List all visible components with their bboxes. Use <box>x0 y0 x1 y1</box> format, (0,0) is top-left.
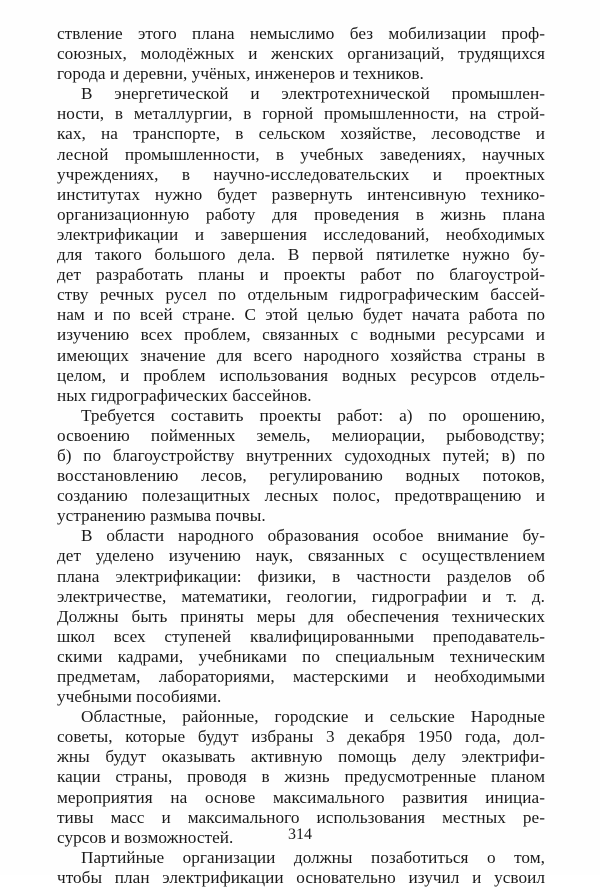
text-line: устранению размыва почвы. <box>57 506 266 526</box>
text-line: чтобы план электрификации основательно изучил и усвоил <box>57 867 545 887</box>
text-line: советы, которые будут избраны 3 декабря 1950 года, дол- <box>57 727 545 747</box>
text-line: кации страны, проводя в жизнь предусмотренные планом <box>57 767 545 787</box>
text-line: мероприятия на основе максимального развития инициа- <box>57 787 545 807</box>
text-line: ных гидрографических бассейнов. <box>57 385 312 405</box>
text-line: для такого большого дела. В первой пятилетке нужно бу- <box>57 245 545 265</box>
text-line: дет разработать планы и проекты работ по благоустрой- <box>57 265 545 285</box>
body-text <box>57 24 545 888</box>
text-line: восстановлению лесов, регулированию водных потоков, <box>57 466 545 486</box>
text-line: плана электрификации: физики, в частности разделов об <box>57 566 545 586</box>
text-line: ству речных русел по отдельным гидрографическим бассей- <box>57 285 545 305</box>
text-line: школ всех ступеней квалифицированными преподаватель- <box>57 626 545 646</box>
text-line: жны будут оказывать активную помощь делу электрифи- <box>57 747 545 767</box>
text-line: В области народного образования особое внимание бу- <box>81 526 545 546</box>
text-line: изучению всех проблем, связанных с водными ресурсами и <box>57 325 545 345</box>
text-line: ствление этого плана немыслимо без мобилизации проф- <box>57 24 545 43</box>
text-line: созданию полезащитных лесных полос, предотвращению и <box>57 486 545 506</box>
paragraph-2 <box>57 84 545 406</box>
text-line: союзных, молодёжных и женских организаций, трудящихся <box>57 44 545 64</box>
text-line: тивы масс и максимального использования местных ре- <box>57 807 545 827</box>
paragraph-4 <box>57 526 545 707</box>
paragraph-3 <box>57 406 545 527</box>
text-line: Должны быть приняты меры для обеспечения технических <box>57 606 545 626</box>
text-line: дет уделено изучению наук, связанных с осуществлением <box>57 546 545 566</box>
paragraph-1 <box>57 24 545 84</box>
text-line: скими кадрами, учебниками по специальным техническим <box>57 646 545 666</box>
text-line: освоению пойменных земель, мелиорации, рыбоводству; <box>57 425 545 445</box>
text-line: Областные, районные, городские и сельские Народные <box>81 707 545 727</box>
page-number: 314 <box>288 826 312 843</box>
text-line: институтах нужно будет развернуть интенсивную технико- <box>57 184 545 204</box>
text-line: электричестве, математики, геологии, гидрографии и т. д. <box>57 586 545 606</box>
text-line: Партийные организации должны позаботиться о том, <box>81 847 545 867</box>
text-line: б) по благоустройству внутренних судоходных путей; в) по <box>57 445 545 465</box>
text-line: учреждениях, в научно-исследовательских и проектных <box>57 164 545 184</box>
text-line: электрификации и завершения исследований, необходимых <box>57 224 545 244</box>
text-line: лесной промышленности, в учебных заведениях, научных <box>57 144 545 164</box>
text-line: ках, на транспорте, в сельском хозяйстве, лесоводстве и <box>57 124 545 144</box>
text-line: предметам, лабораториями, мастерскими и необходимыми <box>57 667 545 686</box>
text-line: В энергетической и электротехнической промышлен- <box>81 84 545 104</box>
text-line: учебными пособиями. <box>57 687 222 707</box>
text-line: ности, в металлургии, в горной промышленности, на строй- <box>57 104 545 124</box>
paragraph-6 <box>57 848 545 888</box>
text-line: целом, и проблем использования водных ресурсов отдель- <box>57 365 545 385</box>
text-line: имеющих значение для всего народного хозяйства страны в <box>57 345 545 365</box>
text-line: организационную работу для проведения в жизнь плана <box>57 204 545 224</box>
text-line: нам и по всей стране. С этой целью будет начата работа по <box>57 305 545 325</box>
text-line: города и деревни, учёных, инженеров и техников. <box>57 64 424 84</box>
text-line: Требуется составить проекты работ: а) по орошению, <box>81 405 545 425</box>
text-line: сурсов и возможностей. <box>57 827 234 847</box>
